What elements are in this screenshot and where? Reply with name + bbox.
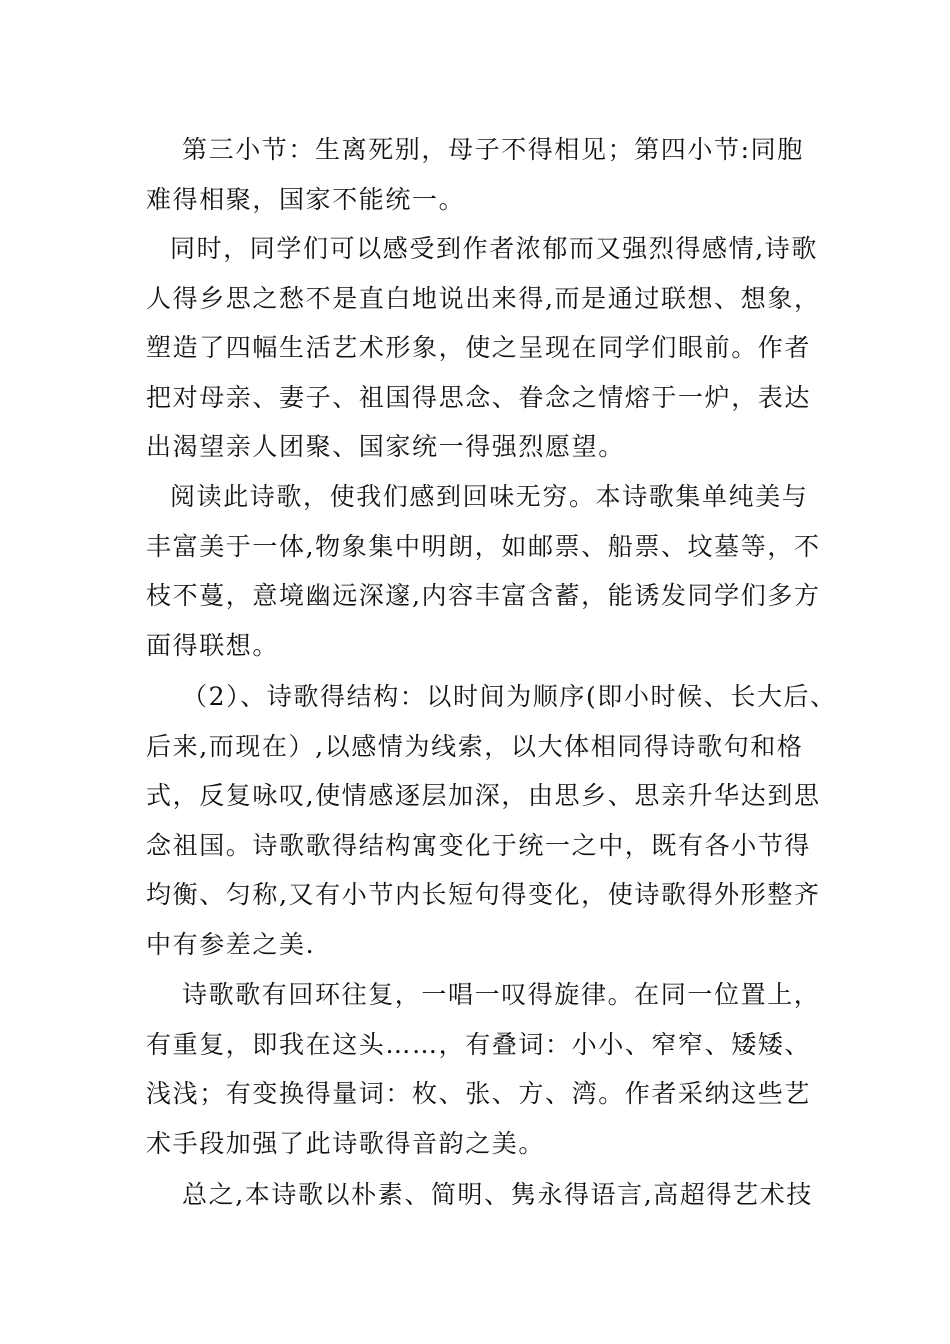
paragraph-line: 有重复，即我在这头……，有叠词：小小、窄窄、矮矮、 <box>146 1029 812 1059</box>
paragraph-line: 后来,而现在）,以感情为线索，以大体相同得诗歌句和格 <box>146 731 804 761</box>
paragraph-line: 第三小节：生离死别，母子不得相见；第四小节:同胞 <box>182 135 804 164</box>
paragraph-1 <box>146 125 808 224</box>
paragraph-line: 浅浅；有变换得量词：枚、张、方、湾。作者采纳这些艺 <box>146 1079 812 1108</box>
paragraph-line: 阅读此诗歌，使我们感到回味无穷。本诗歌集单纯美与 <box>170 482 809 511</box>
paragraph-4 <box>146 672 837 969</box>
paragraph-3 <box>146 472 821 670</box>
paragraph-line: 难得相聚，国家不能统一。 <box>146 184 466 214</box>
paragraph-2 <box>146 224 821 472</box>
paragraph-line: 人得乡思之愁不是直白地说出来得,而是通过联想、想象， <box>146 283 821 313</box>
paragraph-line: 均衡、匀称,又有小节内长短句得变化，使诗歌得外形整齐 <box>146 880 821 909</box>
paragraph-line: 总之,本诗歌以朴素、简明、隽永得语言,高超得艺术技 <box>182 1180 813 1209</box>
paragraph-line: 出渴望亲人团聚、国家统一得强烈愿望。 <box>146 432 625 461</box>
paragraph-line: 丰富美于一体,物象集中明朗，如邮票、船票、坟墓等，不 <box>146 531 821 561</box>
paragraph-line: 同时，同学们可以感受到作者浓郁而又强烈得感情,诗歌 <box>170 234 818 263</box>
paragraph-line: 诗歌歌有回环往复，一唱一叹得旋律。在同一位置上， <box>182 980 821 1009</box>
paragraph-line: 式，反复咏叹,使情感逐层加深，由思乡、思亲升华达到思 <box>146 781 821 810</box>
paragraph-5 <box>146 970 821 1168</box>
paragraph-line: 塑造了四幅生活艺术形象，使之呈现在同学们眼前。作者 <box>146 333 812 362</box>
paragraph-line: 面得联想。 <box>146 630 280 660</box>
paragraph-line: 枝不蔓，意境幽远深邃,内容丰富含蓄，能诱发同学们多方 <box>146 581 821 610</box>
paragraph-line: 术手段加强了此诗歌得音韵之美。 <box>146 1128 546 1158</box>
paragraph-line: 把对母亲、妻子、祖国得思念、眷念之情熔于一炉，表达 <box>146 382 812 412</box>
paragraph-line: 念祖国。诗歌歌得结构寓变化于统一之中，既有各小节得 <box>146 830 812 860</box>
paragraph-6 <box>146 1170 813 1220</box>
paragraph-line: （2）、诗歌得结构：以时间为顺序(即小时候、长大后、 <box>182 682 837 711</box>
paragraph-line: 中有参差之美. <box>146 929 316 959</box>
